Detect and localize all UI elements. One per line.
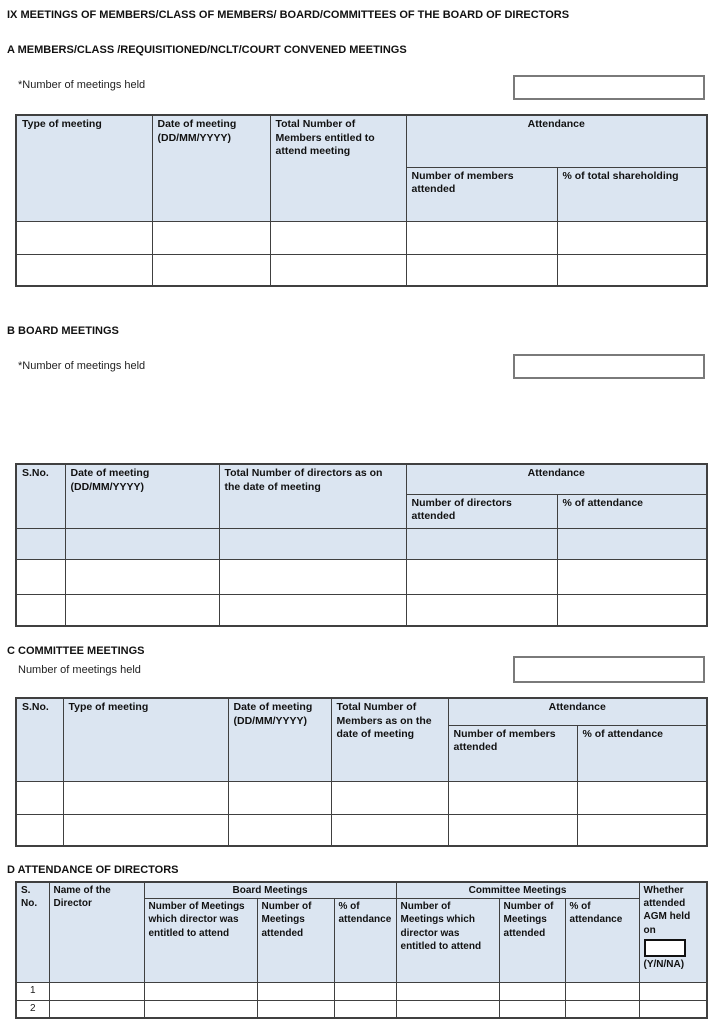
table-row [16,983,707,1001]
sno-header: S. No. [16,882,49,983]
table-row [16,254,707,286]
empty-cell [577,781,707,814]
empty-cell [270,254,406,286]
type-of-meeting-header: Type of meeting [63,698,228,781]
section-b-meetings-held-input[interactable] [513,354,705,379]
section-a-meetings-held-label: *Number of meetings held [18,79,146,91]
committee-meetings-group-header: Committee Meetings [396,882,639,899]
empty-cell [270,221,406,254]
type-of-meeting-header: Type of meeting [16,115,152,221]
table-row [16,814,707,846]
empty-cell [557,221,707,254]
empty-cell [499,983,565,1001]
empty-cell [406,254,557,286]
attendance-header: Attendance [448,698,707,725]
empty-cell [557,254,707,286]
empty-cell [228,814,331,846]
directors-attended-header: Number of directors attended [406,494,557,528]
empty-cell [331,781,448,814]
section-d-heading: D ATTENDANCE OF DIRECTORS [7,864,179,876]
committee-entitled-header: Number of Meetings which director was entitled to attend [396,899,499,983]
empty-cell [406,528,557,559]
empty-cell [499,1001,565,1018]
directors-attendance-table [15,881,708,1019]
committee-attended-header: Number of Meetings attended [499,899,565,983]
empty-cell [639,1001,707,1018]
empty-cell [396,1001,499,1018]
empty-cell [144,1001,257,1018]
empty-cell [152,221,270,254]
agm-yn-label: (Y/N/NA) [643,958,685,970]
members-attended-header: Number of members attended [406,167,557,221]
empty-cell [65,528,219,559]
empty-cell [219,559,406,594]
attendance-pct-header: % of attendance [577,725,707,781]
empty-cell [565,1001,639,1018]
date-of-meeting-header: Date of meeting (DD/MM/YYYY) [65,464,219,528]
sno-header: S.No. [16,464,65,528]
board-meetings-table [15,463,708,627]
sno-header: S.No. [16,698,63,781]
section-c-meetings-held-input[interactable] [513,656,705,683]
section-a-meetings-held-input[interactable] [513,75,705,100]
section-b-meetings-held-label: *Number of meetings held [18,360,146,372]
empty-cell [16,814,63,846]
empty-cell [331,814,448,846]
table-row [16,594,707,626]
empty-cell [257,1001,334,1018]
empty-cell [406,559,557,594]
agm-attendance-label: Whether attended AGM held on [643,885,691,936]
table-row [16,221,707,254]
page-title: IX MEETINGS OF MEMBERS/CLASS OF MEMBERS/ BOARD/COMMITTEES OF THE BOARD OF DIRECTORS [7,9,570,21]
attendance-header: Attendance [406,115,707,167]
row-number-cell: 1 [16,983,49,1001]
empty-cell [49,983,144,1001]
empty-cell [65,594,219,626]
empty-cell [63,814,228,846]
agm-attendance-header [639,882,707,983]
table-row [16,781,707,814]
agm-held-date-box[interactable] [644,939,686,957]
shareholding-pct-header: % of total shareholding [557,167,707,221]
section-b-heading: B BOARD MEETINGS [7,325,119,337]
empty-cell [16,528,65,559]
empty-cell [16,594,65,626]
empty-cell [557,594,707,626]
empty-cell [152,254,270,286]
empty-cell [16,221,152,254]
empty-cell [257,983,334,1001]
board-entitled-header: Number of Meetings which director was entitled to attend [144,899,257,983]
committee-pct-header: % of attendance [565,899,639,983]
total-directors-header: Total Number of directors as on the date of meeting [219,464,406,528]
empty-cell [577,814,707,846]
empty-cell [16,559,65,594]
empty-cell [406,221,557,254]
empty-cell [228,781,331,814]
empty-cell [144,983,257,1001]
empty-cell [65,559,219,594]
table-row [16,528,707,559]
empty-cell [557,528,707,559]
table-row [16,559,707,594]
attendance-header: Attendance [406,464,707,494]
table-row [16,1001,707,1018]
empty-cell [448,814,577,846]
empty-cell [334,983,396,1001]
empty-cell [219,528,406,559]
director-name-header: Name of the Director [49,882,144,983]
total-members-header: Total Number of Members as on the date of meeting [331,698,448,781]
empty-cell [63,781,228,814]
empty-cell [565,983,639,1001]
date-of-meeting-header: Date of meeting (DD/MM/YYYY) [152,115,270,221]
board-meetings-group-header: Board Meetings [144,882,396,899]
section-c-meetings-held-label: Number of meetings held [18,664,141,676]
empty-cell [334,1001,396,1018]
board-attended-header: Number of Meetings attended [257,899,334,983]
empty-cell [639,983,707,1001]
empty-cell [406,594,557,626]
committee-meetings-table [15,697,708,847]
empty-cell [448,781,577,814]
section-a-heading: A MEMBERS/CLASS /REQUISITIONED/NCLT/COURT CONVENED MEETINGS [7,44,407,56]
attendance-pct-header: % of attendance [557,494,707,528]
total-members-header: Total Number of Members entitled to attend meeting [270,115,406,221]
empty-cell [49,1001,144,1018]
row-number-cell: 2 [16,1001,49,1018]
section-c-heading: C COMMITTEE MEETINGS [7,645,145,657]
date-of-meeting-header: Date of meeting (DD/MM/YYYY) [228,698,331,781]
empty-cell [16,781,63,814]
empty-cell [16,254,152,286]
empty-cell [557,559,707,594]
board-pct-header: % of attendance [334,899,396,983]
members-attended-header: Number of members attended [448,725,577,781]
empty-cell [219,594,406,626]
empty-cell [396,983,499,1001]
members-meetings-table [15,114,708,287]
